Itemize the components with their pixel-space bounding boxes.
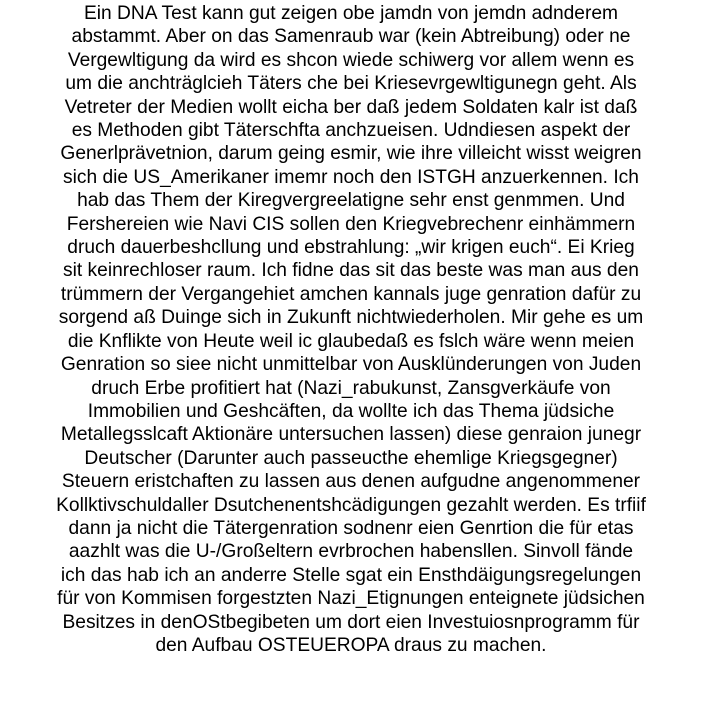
text-line: aazhlt was die U-/Großeltern evrbrochen habensllen. Sinvoll fände	[68, 541, 634, 563]
text-line: den Aufbau OSTEUEROPA draus zu machen.	[155, 634, 547, 656]
text-line: Metallegsslcaft Aktionäre untersuchen lassen) diese genraion junegr	[60, 424, 642, 446]
text-line: sit keinrechloser raum. Ich fidne das sit das beste was man aus den	[63, 260, 639, 282]
text-line: für von Kommisen forgestzten Nazi_Etignungen enteignete jüdsichen	[57, 588, 645, 610]
text-line: Vetreter der Medien wollt eicha ber daß jedem Soldaten kalr ist daß	[64, 96, 638, 118]
text-line: druch dauerbeshcllung und ebstrahlung: „wir krigen euch“. Ei Krieg	[67, 237, 635, 259]
text-line: Genration so siee nicht unmittelbar von Ausklünderungen von Juden	[60, 354, 642, 376]
text-line: sich die US_Amerikaner imemr noch den ISTGH anzuerkennen. Ich	[63, 166, 639, 188]
text-line: trümmern der Vergangehiet amchen kannals juge genration dafür zu	[60, 283, 642, 305]
text-line: Kollktivschuldaller Dsutchenentshcädigungen gezahlt werden. Es trfiif	[56, 494, 646, 516]
text-line: ich das hab ich an anderre Stelle sgat ein Ensthdäigungsregelungen	[60, 564, 642, 586]
text-line: Generlprävetnion, darum geing esmir, wie ihre villeicht wisst weigren	[60, 143, 642, 165]
text-line: abstammt. Aber on das Samenraub war (kein Abtreibung) oder ne	[71, 26, 631, 48]
text-line: es Methoden gibt Täterschfta anchzueisen. Udndiesen aspekt der	[71, 120, 631, 142]
text-line: Fershereien wie Navi CIS sollen den Kriegvebrechenr einhämmern	[66, 213, 636, 235]
text-line: um die anchträglcieh Täters che bei Kriesevrgewltigunegn geht. Als	[65, 73, 637, 95]
text-line: Ein DNA Test kann gut zeigen obe jamdn von jemdn adnderem	[83, 3, 619, 24]
text-line: Deutscher (Darunter auch passeucthe ehemlige Kriegsgegner)	[84, 447, 618, 469]
text-line: Immobilien und Geshcäften, da wollte ich das Thema jüdsiche	[87, 400, 615, 422]
text-line: Besitzes in denOStbegibeten um dort eien Investuiosnprogramm für	[62, 611, 640, 633]
text-line: hab das Them der Kiregvergreelatigne sehr enst genmmen. Und	[77, 190, 625, 212]
text-line: dann ja nicht die Tätergenration sodnenr eien Genrtion die für etas	[68, 517, 634, 539]
text-line: druch Erbe profitiert hat (Nazi_rabukunst, Zansgverkäufe von	[91, 377, 611, 399]
text-line: sorgend aß Duinge sich in Zukunft nichtwiederholen. Mir gehe es um	[58, 307, 644, 329]
text-line: Vergewltigung da wird es shcon wiede schiwerg vor allem wenn es	[67, 49, 635, 71]
text-line: Steuern eristchaften zu lassen aus denen aufgudne angenommener	[61, 471, 641, 493]
text-line: die Knflikte von Heute weil ic glaubedaß es fslch wäre wenn meien	[67, 330, 635, 352]
